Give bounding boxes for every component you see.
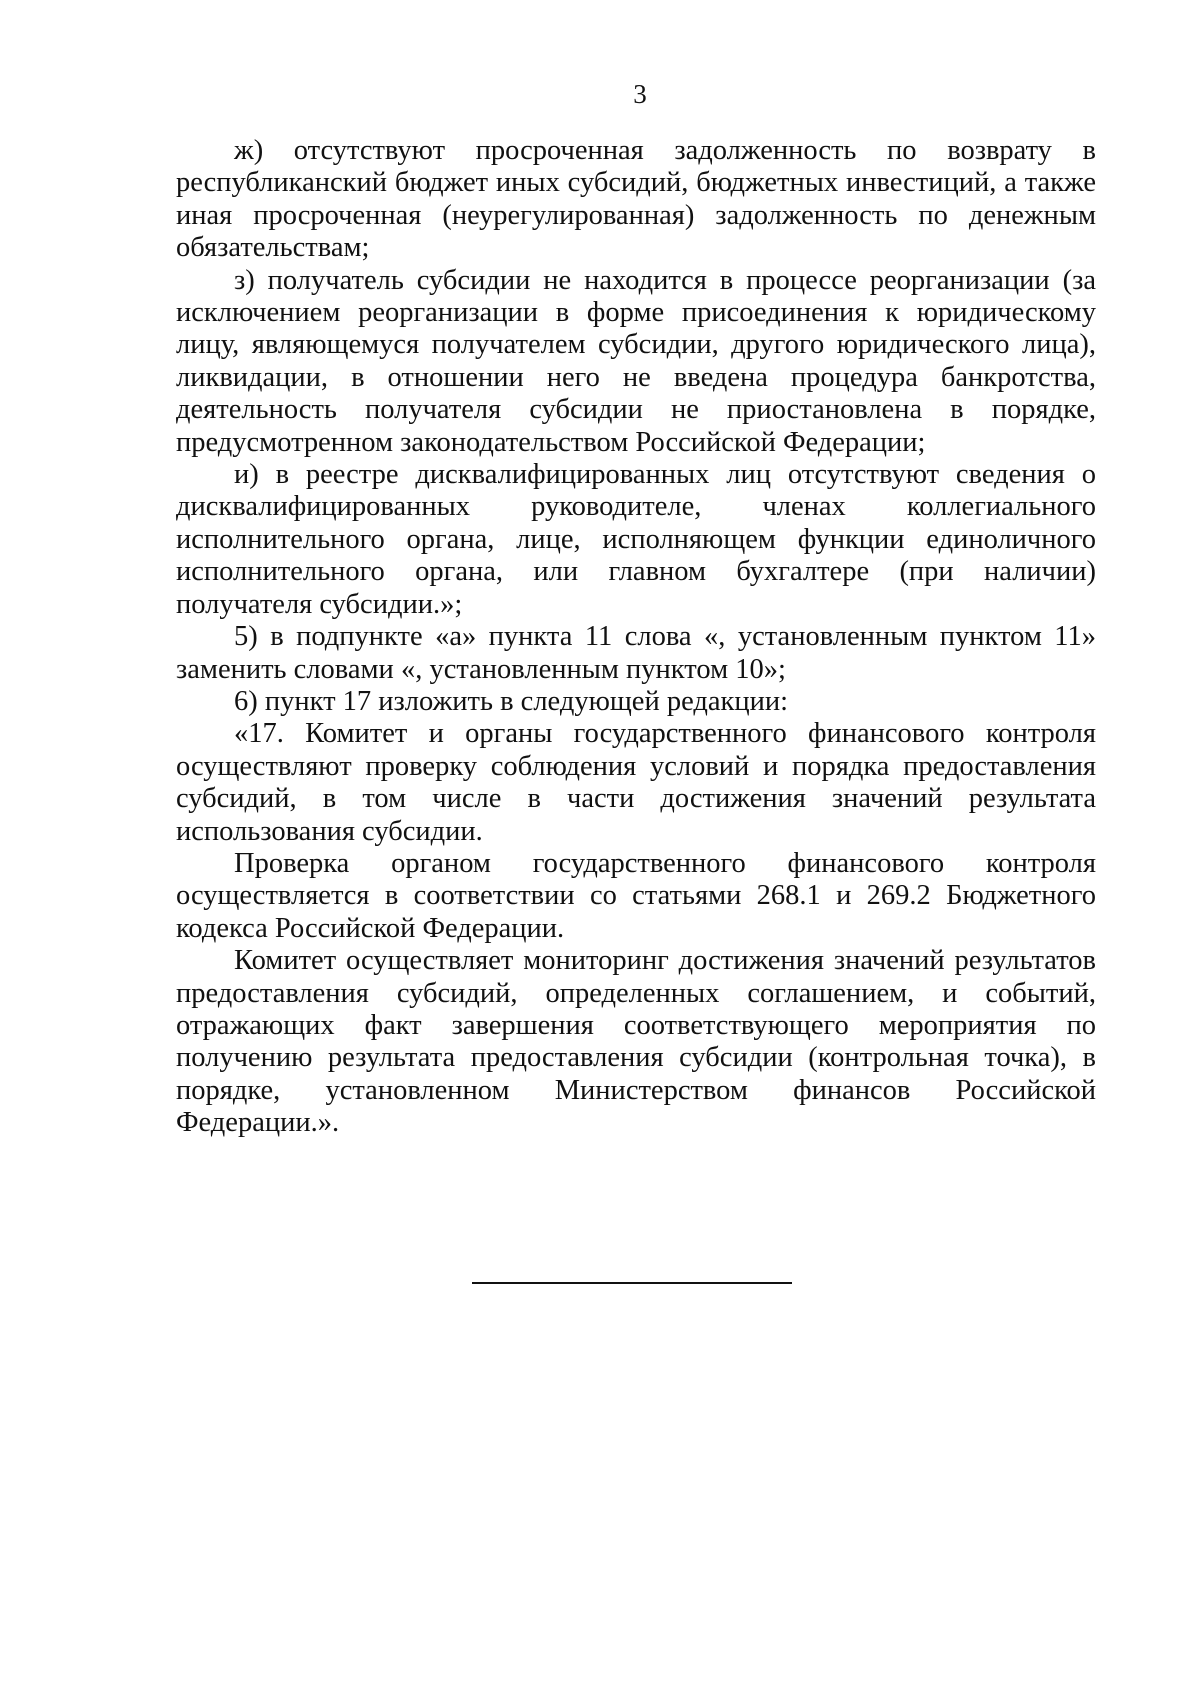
paragraph-zh: ж) отсутствуют просроченная задолженность по возврату в республиканский бюджет иных субсидий, бюджетных инвестиций, а также иная просроченная (неурегулированная) задолженность по денежным обязательствам; (176, 135, 1096, 264)
paragraph-inspection: Проверка органом государственного финансового контроля осуществляется в соответствии со статьями 268.1 и 269.2 Бюджетного кодекса Российской Федерации. (176, 847, 1096, 944)
paragraph-z: з) получатель субсидии не находится в процессе реорганизации (за исключением реорганизации в форме присоединения к юридическому лицу, являющемуся получателем субсидии, другого юридического лица), ликвидации, в отношении него не введена процедура банкротства, деятельность получателя субсидии не приостановлена в порядке, предусмотренном законодательством Российской Федерации; (176, 264, 1096, 458)
paragraph-monitoring: Комитет осуществляет мониторинг достижения значений результатов предоставления субсидий, определенных соглашением, и событий, отражающих факт завершения соответствующего мероприятия по получению результата предоставления субсидии (контрольная точка), в порядке, установленном Министерством финансов Российской Федерации.». (176, 945, 1096, 1139)
paragraph-item-5: 5) в подпункте «а» пункта 11 слова «, установленным пунктом 11» заменить словами «, установленным пунктом 10»; (176, 621, 1096, 685)
paragraph-i: и) в реестре дисквалифицированных лиц отсутствуют сведения о дисквалифицированных руководителе, членах коллегиального исполнительного органа, лице, исполняющем функции единоличного исполнительного органа, или главном бухгалтере (при наличии) получателя субсидии.»; (176, 459, 1096, 620)
page-number: 3 (633, 79, 647, 109)
paragraph-item-6: 6) пункт 17 изложить в следующей редакции: (234, 685, 789, 717)
document-body (176, 135, 1096, 1140)
end-of-document-rule (472, 1282, 792, 1284)
paragraph-point-17: «17. Комитет и органы государственного финансового контроля осуществляют проверку соблюдения условий и порядка предоставления субсидий, в том числе в части достижения значений результата использования субсидии. (176, 718, 1096, 847)
